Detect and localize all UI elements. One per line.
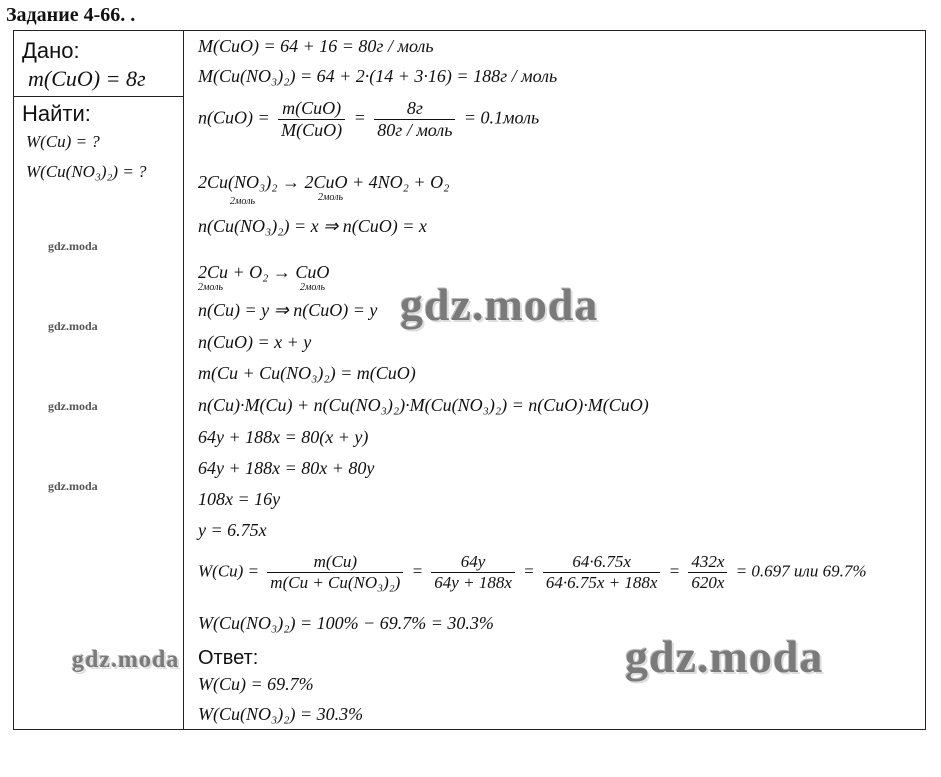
fraction-numerator: m(Cu) (267, 552, 403, 573)
find-w-cu: W(Cu) = ? (26, 132, 100, 151)
fraction-numerator: m(CuO) (278, 98, 345, 120)
answer-w-cuno3: W(Cu(NO₃)₂) = 30.3% (198, 704, 364, 724)
answer-label: Ответ: (198, 647, 259, 669)
moles-y-line: n(Cu) = y ⇒ n(CuO) = y (198, 300, 378, 320)
task-title: Задание 4-66. . (6, 4, 136, 26)
watermark-small: gdz.moda (48, 239, 98, 253)
moles-x-line: n(Cu(NO₃)₂) = x ⇒ n(CuO) = x (198, 216, 427, 236)
reaction2-mol-label: 2моль (300, 282, 326, 293)
equals-sign: = (523, 561, 535, 581)
reaction1-mol-label: 2моль (318, 192, 344, 203)
watermark-small: gdz.moda (48, 479, 98, 493)
given-mass: m(CuO) = 8г (28, 66, 146, 91)
watermark-small: gdz.moda (48, 399, 98, 413)
fraction-denominator: 64y + 188x (434, 573, 512, 592)
fraction-simplified (688, 552, 727, 593)
equation-line-2: 64y + 188x = 80x + 80y (198, 458, 375, 478)
fraction-denominator: 80г / моль (377, 120, 453, 140)
mass-fraction-cu-line (198, 552, 866, 593)
equation-line-3: 108x = 16y (198, 489, 281, 509)
w-cu-lhs: W(Cu) = (198, 561, 260, 581)
equals-sign: = (668, 561, 681, 581)
molar-mass-cuno3: M(Cu(NO₃)₂) = 64 + 2·(14 + 3·16) = 188г / моль (198, 66, 558, 86)
mass-fraction-cuno3-line: W(Cu(NO₃)₂) = 100% − 69.7% = 30.3% (198, 613, 494, 633)
fraction-values (374, 98, 455, 141)
mass-balance-line: m(Cu + Cu(NO₃)₂) = m(CuO) (198, 363, 416, 383)
watermark-medium: gdz.moda (72, 647, 180, 673)
fraction-mass (267, 552, 403, 593)
watermark-small: gdz.moda (48, 319, 98, 333)
fraction-numerator: 8г (374, 98, 455, 120)
given-label: Дано: (22, 38, 80, 63)
fraction-denominator: 64·6.75x + 188x (545, 573, 658, 592)
watermark-large: gdz.moda (400, 279, 599, 330)
reaction2-mol-label: 2моль (198, 282, 224, 293)
molar-mass-cuo: M(CuO) = 64 + 16 = 80г / моль (198, 36, 434, 56)
w-cu-result: = 0.697 или 69.7% (735, 561, 867, 581)
moles-cuo-lhs: n(CuO) = (198, 107, 270, 128)
equation-line-4: y = 6.75x (198, 520, 267, 540)
moles-sum-line: n(CuO) = x + y (198, 332, 312, 352)
column-divider (183, 30, 184, 730)
answer-w-cu: W(Cu) = 69.7% (198, 674, 314, 694)
fraction-numerator: 64y (431, 552, 515, 573)
reaction-oxidation: 2Cu + O₂ → CuO (198, 262, 330, 282)
fraction-substituted (543, 552, 661, 593)
fraction-denominator: 620x (691, 573, 725, 592)
moles-cuo-result: = 0.1моль (463, 107, 540, 128)
fraction-denominator: m(Cu + Cu(NO₃)₂) (270, 573, 401, 592)
find-label: Найти: (22, 101, 91, 126)
fraction-denominator: M(CuO) (281, 120, 343, 140)
equals-sign: = (353, 107, 366, 128)
equals-sign: = (411, 561, 424, 581)
fraction-numerator: 64·6.75x (543, 552, 661, 573)
reaction1-mol-label: 2моль (230, 196, 256, 207)
reaction-decomposition: 2Cu(NO₃)₂ → 2CuO + 4NO₂ + O₂ (198, 172, 450, 192)
equation-line-1: 64y + 188x = 80(x + y) (198, 427, 369, 447)
fraction-xy (431, 552, 515, 593)
moles-cuo-line (198, 98, 539, 141)
find-w-cuno3: W(Cu(NO₃)₂) = ? (26, 162, 147, 181)
fraction-numerator: 432x (688, 552, 727, 573)
fraction-m-over-M (278, 98, 345, 141)
mass-expand-line: n(Cu)·M(Cu) + n(Cu(NO₃)₂)·M(Cu(NO₃)₂) = n(CuO)·M(CuO) (198, 395, 649, 415)
given-find-divider (13, 96, 184, 97)
watermark-large: gdz.moda (625, 631, 824, 682)
